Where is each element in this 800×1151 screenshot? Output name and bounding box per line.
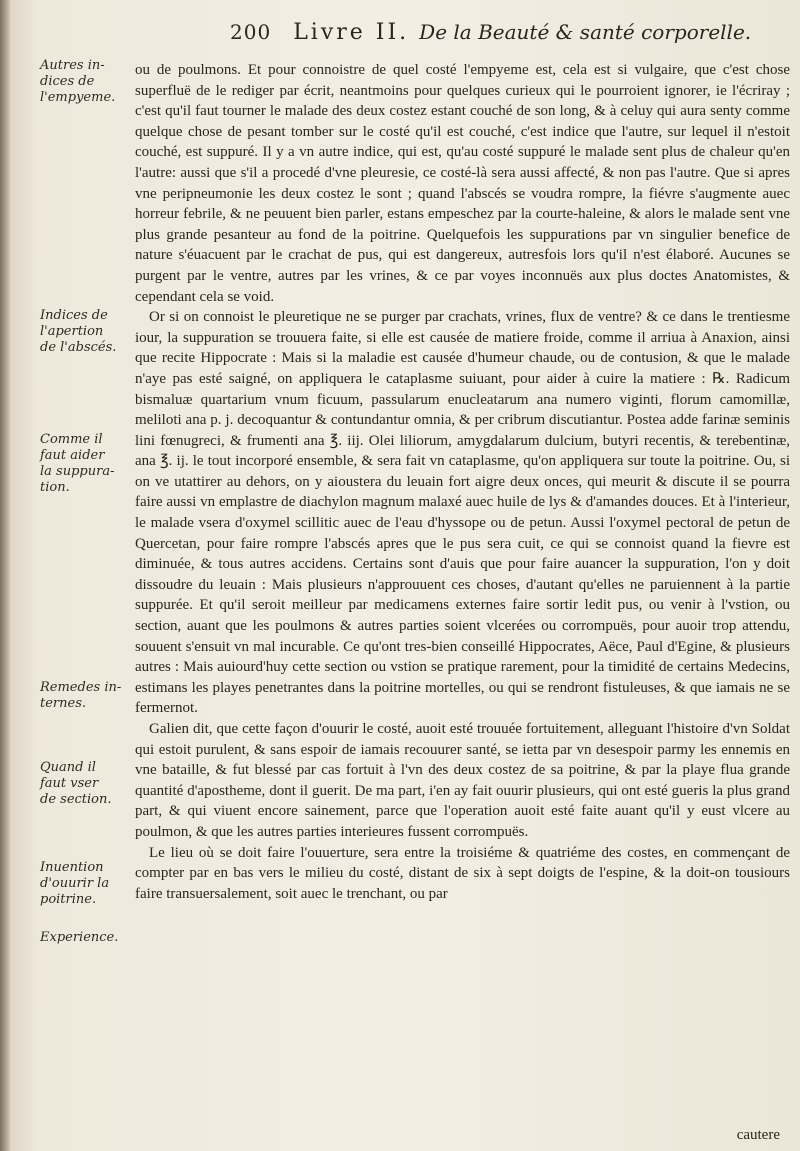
page-number: 200 [230, 20, 272, 44]
margin-note-quand-user: Quand il faut vser de section. [40, 760, 112, 807]
catchword: cautere [736, 1127, 780, 1143]
margin-note-experience: Experience. [40, 930, 119, 945]
page-binding-edge [0, 0, 10, 1151]
margin-note-indices-apertion: Indices de l'apertion de l'abscés. [40, 308, 117, 355]
margin-note-invention-ouvrir: Inuention d'ouurir la poitrine. [40, 860, 110, 907]
margin-note-remedes-internes: Remedes in- ternes. [40, 680, 122, 711]
running-head-title: De la Beauté & santé corporelle. [419, 20, 752, 44]
paragraph: Le lieu où se doit faire l'ouuerture, sera entre la troisiéme & quatriéme des costes, en commençant de compter par en bas vers le milieu du costé, distant de six à sept doigts de l'espine, & la doit-on tousiours faire transuersalement, soit auec le trenchant, ou par [135, 844, 790, 902]
running-head-book: Livre II. [293, 20, 410, 45]
margin-note-comment-aider: Comme il faut aider la suppura- tion. [40, 432, 115, 495]
running-head [293, 20, 751, 45]
body-text [135, 60, 790, 904]
paragraph: Galien dit, que cette façon d'ouurir le costé, auoit esté trouuée fortuitement, alleguant l'histoire d'vn Soldat qui estoit purulent, & sans espoir de iamais recouurer santé, se ietta par vn desespoir parmy les ennemis en vne bataille, & fut blessé par cas fortuit à l'vn des deux costez de sa poitrine, & par la playe flua grande quantité d'apostheme, dont il guerit. De ma part, i'en ay fait ouurir plusieurs, qui ont esté gueris la plus grand part, & qui viuent encore sainement, parce que l'operation auoit esté faite auant qu'il y eust vlcere au poulmon, & que les autres parties interieures fussent corrompuës. [135, 721, 790, 840]
page-header [230, 20, 790, 45]
margin-note-autres-indices: Autres in- dices de l'empyeme. [40, 58, 116, 105]
paragraph: ou de poulmons. Et pour connoistre de quel costé l'empyeme est, cela est si vulgaire, que c'est chose superfluë de le rediger par écrit, neantmoins pour quelques curieux qui le pourroient ignorer, ie l'écriray ; c'est qu'il faut tourner le malade des deux costez estant couché de son long, & à celuy qui aura senty comme quelque chose de pesant tomber sur le costé qu'il est couché, c'est indice que l'autre, sur lequel il n'estoit couché, est suppuré. Il y a vn autre indice, qui est, qu'au costé suppuré le malade sent plus de chaleur qu'en l'autre: aussi que s'il a procedé d'vne pleuresie, ce costé-là sera aussi affecté, & non pas l'autre. Que si apres vne peripneumonie les deux costez le sont ; quand l'abscés se voudra rompre, la fiévre s'augmente auec horreur febrile, & ne peuuent bien parler, estans empeschez par la courte-haleine, & alors le malade sent vne plus grande pesanteur au fond de la poitrine. Quelquefois les suppurations par vn singulier benefice de nature s'éuacuent par le crachat de pus, qui est dangereux, autresfois lors qu'il n'est élaboré. Aucunes se purgent par le ventre, autres par les vrines, & ce par voyes inconnuës aux plus doctes Anatomistes, & cependant cela se void. [135, 62, 790, 305]
paragraph: Or si on connoist le pleuretique ne se purger par crachats, vrines, flux de ventre? & ce dans le trentiesme iour, la suppuration se trouuera faite, si elle est causée de matiere froide, comme il arriua à Anaxion, ainsi que recite Hippocrate : Mais si la maladie est causée d'humeur chaude, ou de contusion, & que le malade n'aye pas esté saigné, on appliquera le cataplasme suiuant, pour aider à cuire la matiere : ℞. Radicum bismaluæ quartarium vnum ficuum, passularum enucleatarum ana numero viginti, florum camomillæ, meliloti ana p. j. decoquantur & contundantur omnia, & per cribrum discutiantur. Postea adde farinæ seminis lini fœnugreci, & frumenti ana ℥. iij. Olei liliorum, amygdalarum dulcium, butyri recentis, & terebentinæ, ana ℥. ij. le tout incorporé ensemble, & sera fait vn cataplasme, qu'on appliquera sur toute la poitrine. Ou, si on ve utattirer au dehors, on y aioustera du leuain fort aigre deux onces, qui meurit & discute il se pourra faire aussi vn emplastre de diachylon magnum malaxé auec huile de lys & d'amandes douces. Et à l'interieur, le malade vsera d'oxymel scillitic auec de l'eau d'hyssope ou de petun. Aussi l'oxymel pectoral de petun de Quercetan, pour faire rompre l'abscés apres que le pus sera cuit, ce qui se connoist quand la fievre est diminuée, & tous autres accidens. Certains sont d'auis que pour faire auancer la suppuration, l'on y doit dissoudre du leuain : Mais plusieurs n'approuuent ces choses, d'autant qu'elles ne paruiennent à la partie suppurée. Et qu'il seroit meilleur par medicamens externes faire sortir ledit pus, ou venir à l'vstion, ou section, auant que les poulmons & autres parties soient vlcerées ou corrompuës, pour auoir trop attendu, souuent s'ensuit vn mal incurable. Ce qu'ont tres-bien conseillé Hippocrates, Aëce, Paul d'Egine, & plusieurs autres : Mais auiourd'huy cette section ou vstion se pratique rarement, pour la timidité de certains Medecins, estimans les playes penetrantes dans la poitrine mortelles, ou qui se rendront fistuleuses, & que iamais ne se fermernot. [135, 309, 790, 717]
